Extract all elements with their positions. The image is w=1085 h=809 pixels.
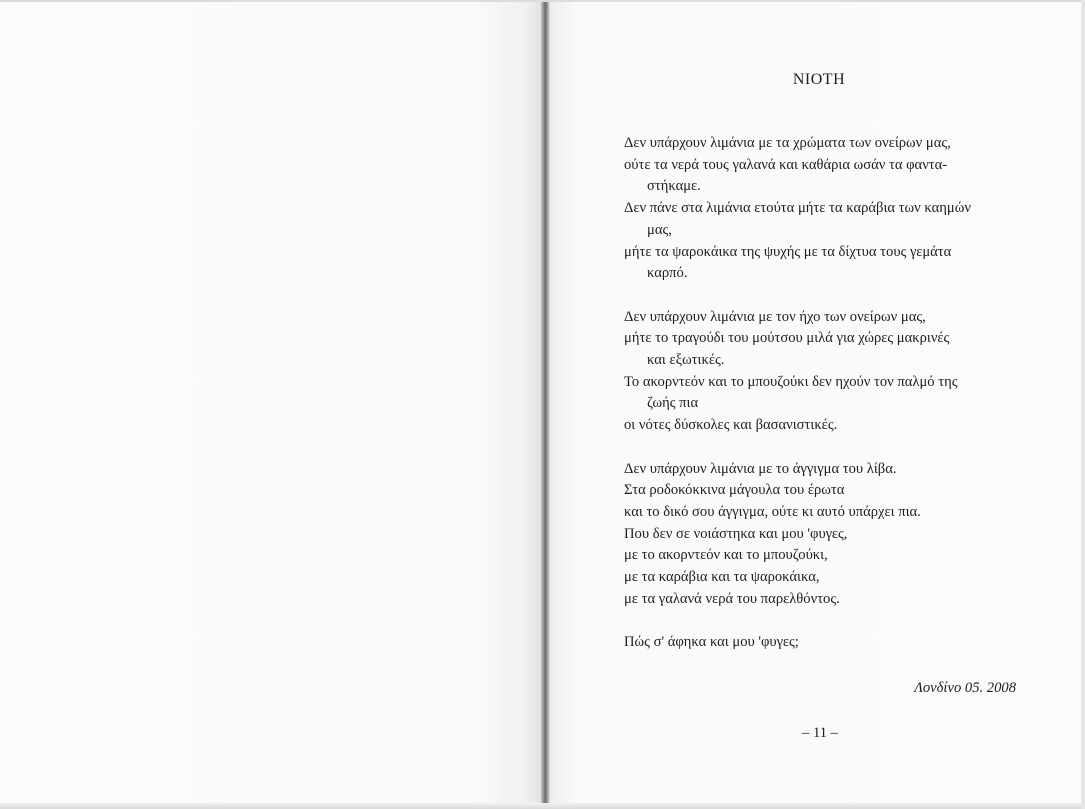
stanza [624, 632, 1016, 654]
book-gutter [541, 0, 550, 809]
verse-line: Δεν υπάρχουν λιμάνια με το άγγιγμα του λίβα. [624, 460, 897, 477]
place-date-signature: Λονδίνο 05. 2008 [914, 680, 1016, 696]
poem-title: ΝΙΟΤΗ [792, 71, 846, 88]
verse-line: Στα ροδοκόκκινα μάγουλα του έρωτα [624, 482, 845, 499]
verse-line: Δεν πάνε στα λιμάνια ετούτα μήτε τα καράβια των καημών [624, 200, 971, 217]
verse-line: Που δεν σε νοιάστηκα και μου 'φυγες, [624, 525, 848, 542]
verse-line: Δεν υπάρχουν λιμάνια με τα χρώματα των ονείρων μας, [624, 135, 951, 151]
stanza [624, 133, 1016, 285]
verse-continuation: μας, [647, 221, 672, 238]
verse-line: με τα γαλανά νερά του παρελθόντος. [624, 590, 840, 607]
verse-continuation: και εξωτικές. [647, 352, 725, 369]
verse-line: Δεν υπάρχουν λιμάνια με τον ήχο των ονείρων μας, [624, 308, 926, 325]
stanza [624, 459, 1016, 611]
verse-line: με το ακορντεόν και το μπουζούκι, [624, 547, 828, 564]
verse-continuation: ζωής πια [647, 395, 699, 412]
verse-line: μήτε τα ψαροκάικα της ψυχής με τα δίχτυα τους γεμάτα [624, 243, 952, 260]
verse-line: Το ακορντεόν και το μπουζούκι δεν ηχούν τον παλμό της [624, 373, 958, 390]
poem-body [624, 133, 1016, 654]
top-edge [0, 0, 1085, 2]
verse-line: και το δικό σου άγγιγμα, ούτε κι αυτό υπάρχει πια. [624, 503, 921, 520]
stanza [624, 307, 1016, 437]
verse-line: μήτε το τραγούδι του μούτσου μιλά για χώρες μακρινές [624, 330, 950, 347]
right-edge [1081, 0, 1085, 809]
verse-line: οι νότες δύσκολες και βασανιστικές. [624, 417, 838, 434]
verse-line: ούτε τα νερά τους γαλανά και καθάρια ωσάν τα φαντα- [624, 156, 948, 173]
bottom-edge [0, 803, 1085, 809]
left-page-blank [0, 0, 541, 809]
verse-continuation: καρπό. [647, 265, 688, 282]
verse-continuation: στήκαμε. [647, 178, 701, 195]
verse-line: Πώς σ' άφηκα και μου 'φυγες; [624, 634, 799, 651]
page-number: – 11 – [802, 725, 838, 741]
verse-line: με τα καράβια και τα ψαροκάικα, [624, 569, 820, 586]
